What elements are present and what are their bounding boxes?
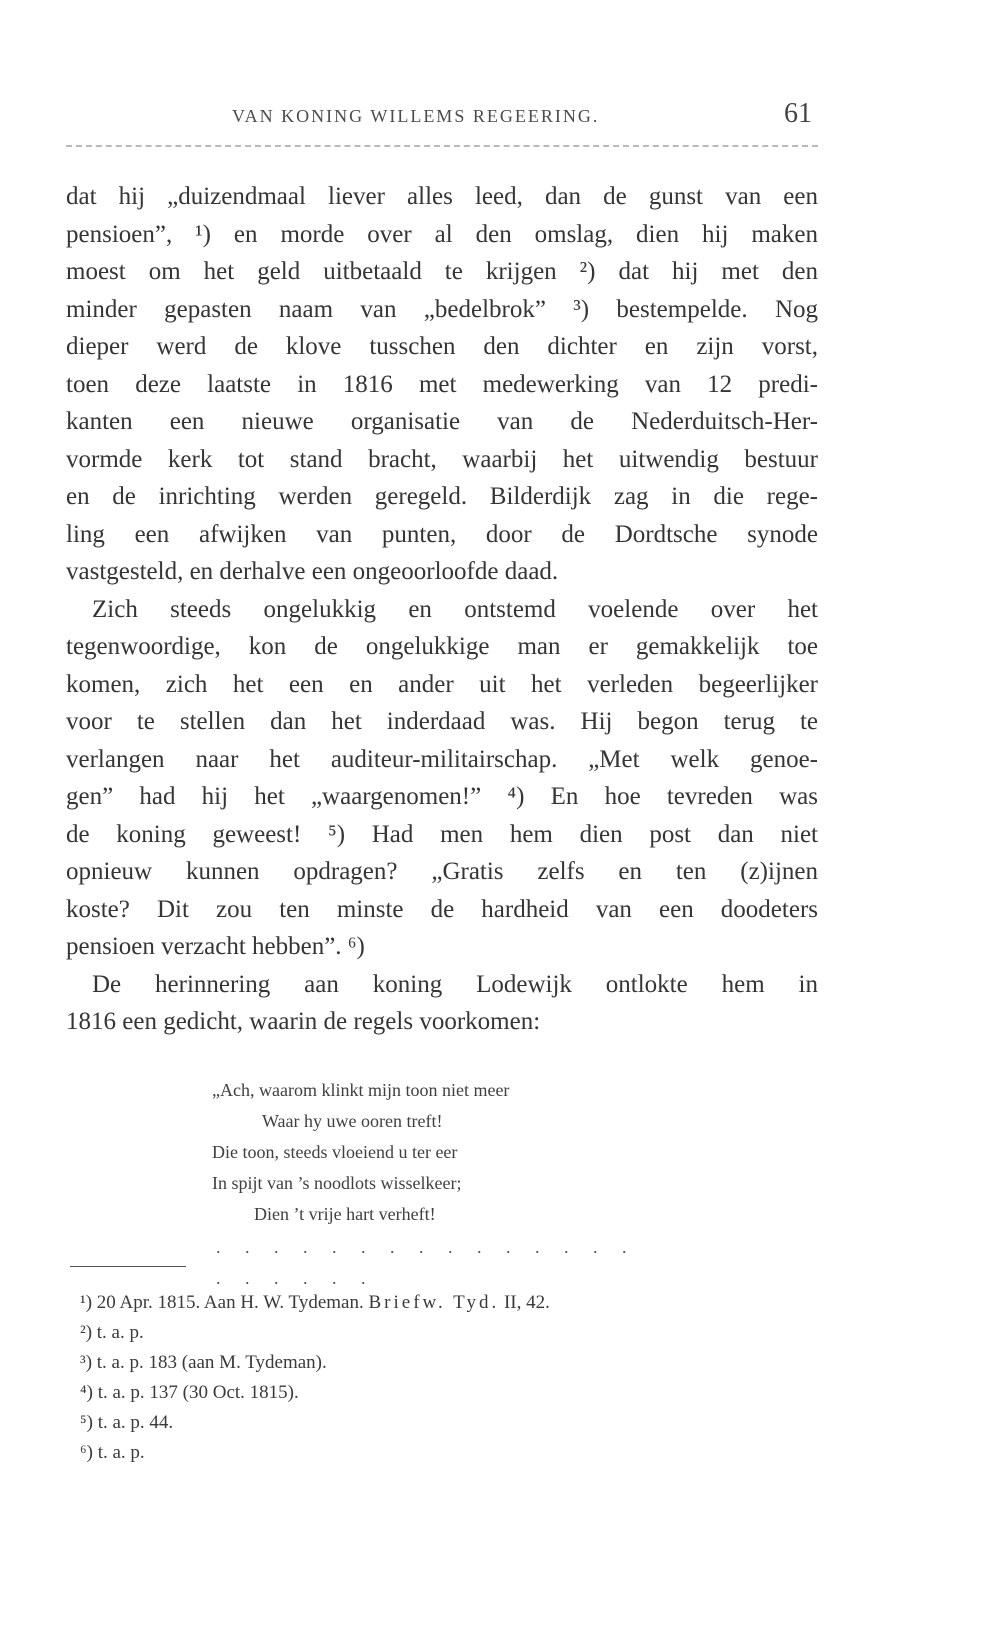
- body-line: opnieuw kunnen opdragen? „Gratis zelfs en ten (z)ijnen: [66, 858, 818, 885]
- footnote-3: ³) t. a. p. 183 (aan M. Tydeman).: [80, 1352, 327, 1373]
- footnote-1: [80, 1288, 780, 1318]
- body-line: vastgesteld, en derhalve een ongeoorloofde daad.: [66, 558, 559, 585]
- body-line: toen deze laatste in 1816 met medewerking van 12 predi-: [66, 370, 818, 398]
- poem-ellipsis: . . . . . . . . . . . . . . . . . . . . .: [216, 1237, 637, 1288]
- footnote-1-ref: II, 42.: [499, 1292, 550, 1313]
- body-line: dat hij „duizendmaal liever alles leed, dan de gunst van een: [66, 183, 818, 210]
- body-text: [66, 178, 818, 1041]
- poem-line: In spijt van ’s noodlots wisselkeer;: [212, 1173, 462, 1193]
- page-number: 61: [784, 98, 812, 129]
- body-line: moest om het geld uitbetaald te krijgen ²) dat hij met den: [66, 258, 818, 285]
- footnote-5: ⁵) t. a. p. 44.: [80, 1412, 174, 1433]
- footnotes: [80, 1288, 780, 1468]
- body-line: voor te stellen dan het inderdaad was. Hij begon terug te: [66, 708, 818, 735]
- poem-line: Waar hy uwe ooren treft!: [262, 1111, 443, 1131]
- footnote-2: ²) t. a. p.: [80, 1322, 144, 1343]
- body-line: minder gepasten naam van „bedelbrok” ³) bestempelde. Nog: [66, 295, 818, 323]
- footnote-4: ⁴) t. a. p. 137 (30 Oct. 1815).: [80, 1382, 299, 1403]
- body-line: koste? Dit zou ten minste de hardheid van een doodeters: [66, 895, 818, 923]
- running-title: VAN KONING WILLEMS REGEERING.: [232, 106, 600, 126]
- body-line: pensioen”, ¹) en morde over al den omslag, dien hij maken: [66, 220, 818, 248]
- poem-line: Dien ’t vrije hart verheft!: [254, 1204, 436, 1224]
- body-line: de koning geweest! ⁵) Had men hem dien post dan niet: [66, 820, 818, 848]
- body-line: tegenwoordige, kon de ongelukkige man er gemakkelijk toe: [66, 633, 818, 660]
- footnote-1-source: Briefw. Tyd.: [368, 1292, 500, 1313]
- body-line: dieper werd de klove tusschen den dichter en zijn vorst,: [66, 333, 818, 360]
- body-line: gen” had hij het „waargenomen!” ⁴) En hoe tevreden was: [66, 783, 818, 810]
- body-line: pensioen verzacht hebben”. ⁶): [66, 933, 365, 960]
- header-rule: [66, 145, 818, 147]
- footnote-1-text: ¹) 20 Apr. 1815. Aan H. W. Tydeman.: [80, 1292, 369, 1313]
- poem-line: „Ach, waarom klinkt mijn toon niet meer: [212, 1080, 510, 1100]
- body-line: en de inrichting werden geregeld. Bilderdijk zag in die rege-: [66, 483, 818, 510]
- body-line: kanten een nieuwe organisatie van de Nederduitsch-Her-: [66, 408, 818, 435]
- body-line: ling een afwijken van punten, door de Dordtsche synode: [66, 520, 818, 548]
- footnote-rule: [70, 1266, 186, 1267]
- body-line: komen, zich het een en ander uit het verleden begeerlijker: [66, 670, 818, 698]
- poem-quotation: [212, 1075, 642, 1294]
- body-line: Zich steeds ongelukkig en ontstemd voelende over het: [92, 595, 818, 623]
- body-line: De herinnering aan koning Lodewijk ontlokte hem in: [92, 970, 818, 998]
- running-head: [66, 98, 818, 134]
- body-line: 1816 een gedicht, waarin de regels voorkomen:: [66, 1008, 541, 1035]
- body-line: verlangen naar het auditeur-militairschap. „Met welk genoe-: [66, 745, 818, 773]
- poem-line: Die toon, steeds vloeiend u ter eer: [212, 1142, 458, 1162]
- footnote-6: ⁶) t. a. p.: [80, 1442, 145, 1463]
- body-line: vormde kerk tot stand bracht, waarbij het uitwendig bestuur: [66, 445, 818, 473]
